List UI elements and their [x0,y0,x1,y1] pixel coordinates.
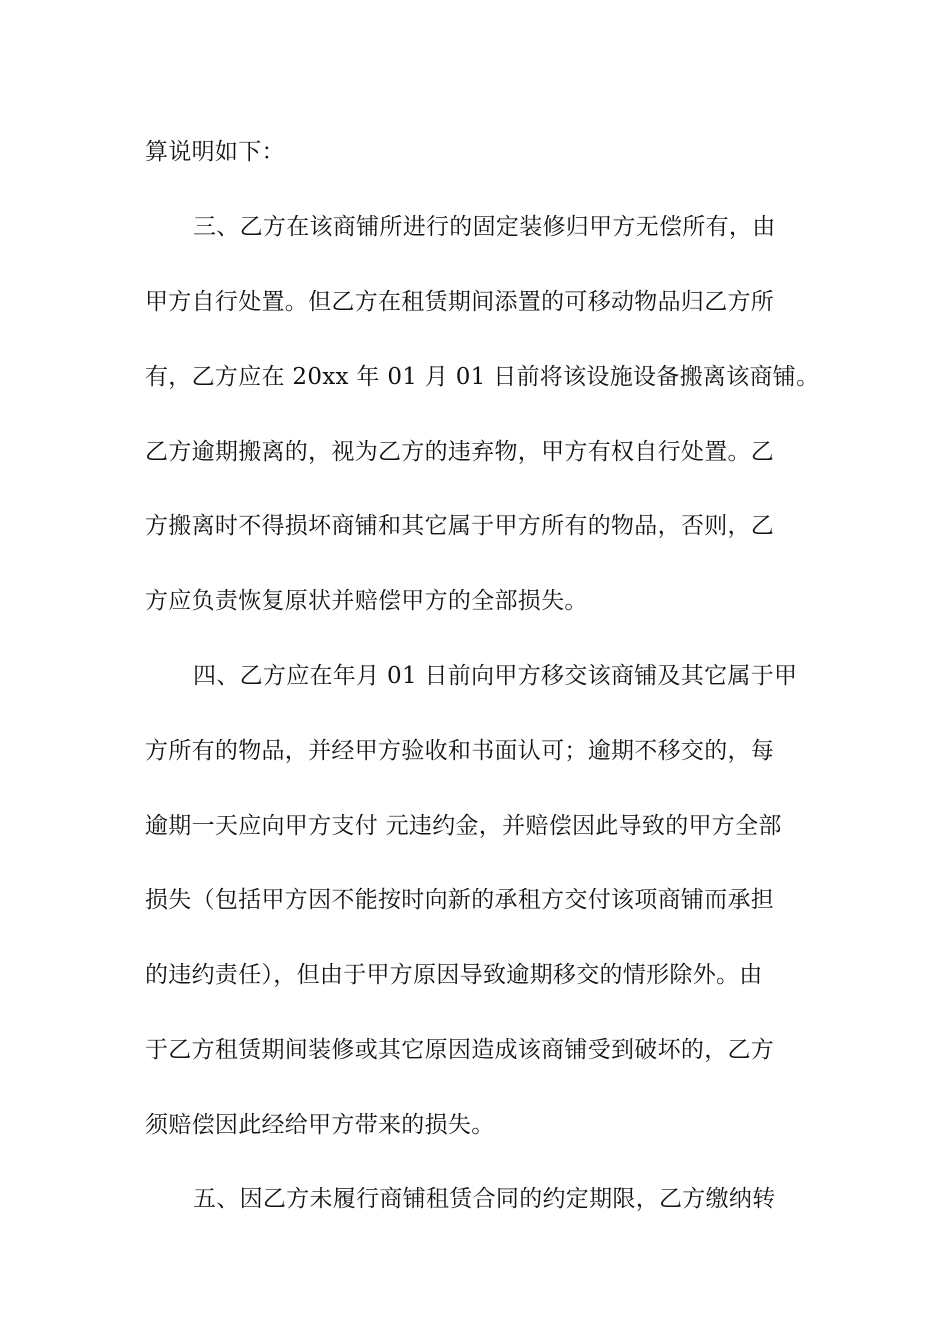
text-line: 方搬离时不得损坏商铺和其它属于甲方所有的物品，否则，乙 [145,513,775,539]
text-line: 的违约责任），但由于甲方原因导致逾期移交的情形除外。由 [145,962,763,988]
text-line: 算说明如下： [145,139,285,165]
text-line: 损失（包括甲方因不能按时向新的承租方交付该项商铺而承担 [145,887,775,913]
text-line: 于乙方租赁期间装修或其它原因造成该商铺受到破坏的，乙方 [145,1037,775,1063]
paragraph-five-start: 五、因乙方未履行商铺租赁合同的约定期限，乙方缴纳转 [193,1186,776,1212]
text-line: 须赔偿因此经给甲方带来的损失。 [145,1112,495,1138]
paragraph-four-start: 四、乙方应在年月 01 日前向甲方移交该商铺及其它属于甲 [193,663,798,689]
text-line: 逾期一天应向甲方支付 元违约金，并赔偿因此导致的甲方全部 [145,813,782,839]
text-line: 乙方逾期搬离的，视为乙方的违弃物，甲方有权自行处置。乙 [145,439,775,465]
text-line: 方应负责恢复原状并赔偿甲方的全部损失。 [145,588,588,614]
text-line: 方所有的物品，并经甲方验收和书面认可；逾期不移交的，每 [145,738,775,764]
text-line: 有，乙方应在 20xx 年 01 月 01 日前将该设施设备搬离该商铺。 [145,364,820,390]
text-line: 甲方自行处置。但乙方在租赁期间添置的可移动物品归乙方所 [145,289,775,315]
paragraph-three-start: 三、乙方在该商铺所进行的固定装修归甲方无偿所有，由 [193,214,776,240]
